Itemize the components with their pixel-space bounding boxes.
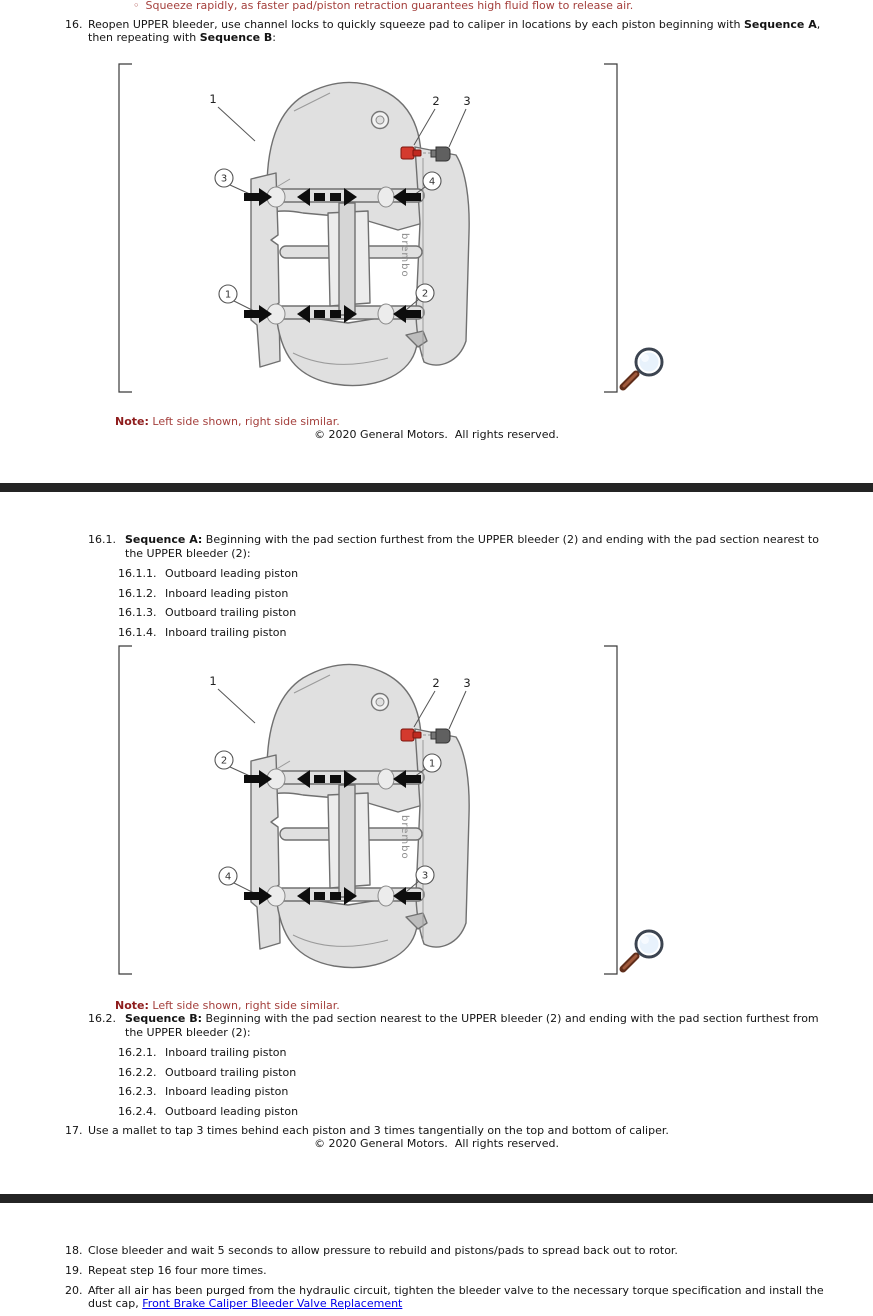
step-16-part3: : [272,31,277,44]
caliper-illustration [215,82,469,385]
callout-2: 2 [432,676,440,690]
brembo-logo-text: brembo [399,233,410,278]
step-19-text: Repeat step 16 four more times. [88,1264,267,1277]
piston-seq-upper-left: 2 [220,755,228,767]
warning-bullet-text: Squeeze rapidly, as faster pad/piston retraction guarantees high fluid flow to release air. [145,0,634,12]
piston-seq-upper-right: 4 [428,176,436,188]
step-17 [65,1124,873,1137]
substep-number: 16.2.1. [118,1046,157,1059]
piston-seq-lower-left: 1 [224,289,232,301]
piston-seq-lower-left: 4 [224,871,232,883]
step-17-number: 17. [65,1124,83,1137]
sequence-b-substeps [118,1046,873,1118]
caliper-illustration [215,664,469,967]
substep-number: 16.1.4. [118,625,157,639]
bullet-icon: ◦ [133,0,140,12]
substep-text: Inboard leading piston [165,586,289,600]
step-16-1-number: 16.1. [88,533,116,546]
note-label: Note: [115,999,149,1012]
sequence-a-label: Sequence A: [125,533,203,546]
caliper-figure-sequence-b [118,645,678,975]
step-16-part1: Reopen UPPER bleeder, use channel locks to quickly squeeze pad to caliper in locations by each piston beginning with [88,18,744,31]
piston-seq-upper-right: 1 [428,758,436,770]
sequence-a-ref: Sequence A [744,18,817,31]
substep-text: Inboard trailing piston [165,1046,287,1059]
piston-seq-lower-right: 3 [421,870,429,882]
substep-16-2-2 [118,1066,873,1079]
sequence-a-description: Beginning with the pad section furthest from the UPPER bleeder (2) and ending with the pad section nearest to the UPPER bleeder (2): [125,533,819,560]
callout-1: 1 [209,674,217,688]
step-20-part1: After all air has been purged from the hydraulic circuit, tighten the bleeder valve to the necessary torque specification and install the dust cap, [88,1284,824,1310]
sequence-b-description: Beginning with the pad section nearest to the UPPER bleeder (2) and ending with the pad section furthest from the UPPER bleeder (2): [125,1012,819,1039]
step-19-number: 19. [65,1264,83,1277]
step-16 [65,18,873,44]
substep-16-2-4 [118,1105,873,1118]
substep-text: Inboard trailing piston [165,625,287,639]
substep-text: Outboard trailing piston [165,1065,297,1079]
caliper-figure-sequence-a [118,63,678,393]
figure-bracket-right [604,64,617,392]
step-16-part2: , then repeating with [88,18,821,44]
substep-number: 16.2.3. [118,1085,157,1098]
step-19 [65,1264,873,1277]
copyright-line: © 2020 General Motors. All rights reserved. [314,428,559,441]
substep-text: Outboard trailing piston [165,606,297,619]
step-17-text: Use a mallet to tap 3 times behind each piston and 3 times tangentially on the top and bottom of caliper. [88,1124,669,1137]
step-16-2 [88,1012,873,1039]
step-18-number: 18. [65,1244,83,1257]
piston-seq-upper-left: 3 [220,173,228,185]
step-16-1 [88,533,873,560]
note-label: Note: [115,415,149,428]
step-18 [65,1244,873,1257]
substep-number: 16.1.3. [118,606,157,619]
magnifier-icon[interactable] [623,349,662,387]
figure-bracket-right [604,646,617,974]
substep-16-1-4 [118,626,873,639]
substep-number: 16.2.2. [118,1065,157,1079]
sequence-a-substeps [118,567,873,639]
note-text: Left side shown, right side similar. [148,415,340,428]
callout-1: 1 [209,92,217,106]
step-16-2-text [125,1012,833,1039]
callout-2: 2 [432,94,440,108]
step-20 [65,1284,873,1310]
callout-3: 3 [463,94,471,108]
caliper-diagram-b [118,645,678,975]
step-20-text [88,1284,833,1310]
sequence-b-ref: Sequence B [199,31,273,44]
substep-number: 16.1.2. [118,586,157,600]
sequence-b-label: Sequence B: [125,1012,202,1025]
step-16-1-text [125,533,833,560]
note-line [115,999,873,1012]
substep-number: 16.1.1. [118,567,157,580]
step-16-text [88,18,833,44]
substep-text: Outboard leading piston [165,567,299,580]
section-divider [0,1194,873,1203]
substep-text: Inboard leading piston [165,1085,289,1098]
substep-16-1-1 [118,567,873,580]
step-16-number: 16. [65,18,83,31]
section-divider [0,483,873,492]
magnifier-icon[interactable] [623,931,662,969]
step-20-number: 20. [65,1284,83,1297]
bleeder-valve-replacement-link[interactable]: Front Brake Caliper Bleeder Valve Replacement [142,1297,403,1310]
copyright-line: © 2020 General Motors. All rights reserved. [314,1137,559,1150]
step-18-text: Close bleeder and wait 5 seconds to allow pressure to rebuild and pistons/pads to spread back out to rotor. [88,1244,678,1257]
figure-bracket-left [119,64,132,392]
callout-3: 3 [463,676,471,690]
substep-16-2-3 [118,1085,873,1098]
caliper-diagram-a [118,63,678,393]
substep-16-1-2 [118,587,873,600]
figure-bracket-left [119,646,132,974]
note-line [115,415,873,428]
piston-seq-lower-right: 2 [421,288,429,300]
brembo-logo-text: brembo [399,815,410,860]
substep-16-1-3 [118,606,873,619]
step-16-2-number: 16.2. [88,1012,116,1025]
substep-16-2-1 [118,1046,873,1059]
warning-bullet [133,0,873,12]
substep-text: Outboard leading piston [165,1104,299,1118]
substep-number: 16.2.4. [118,1104,157,1118]
note-text: Left side shown, right side similar. [148,999,340,1012]
